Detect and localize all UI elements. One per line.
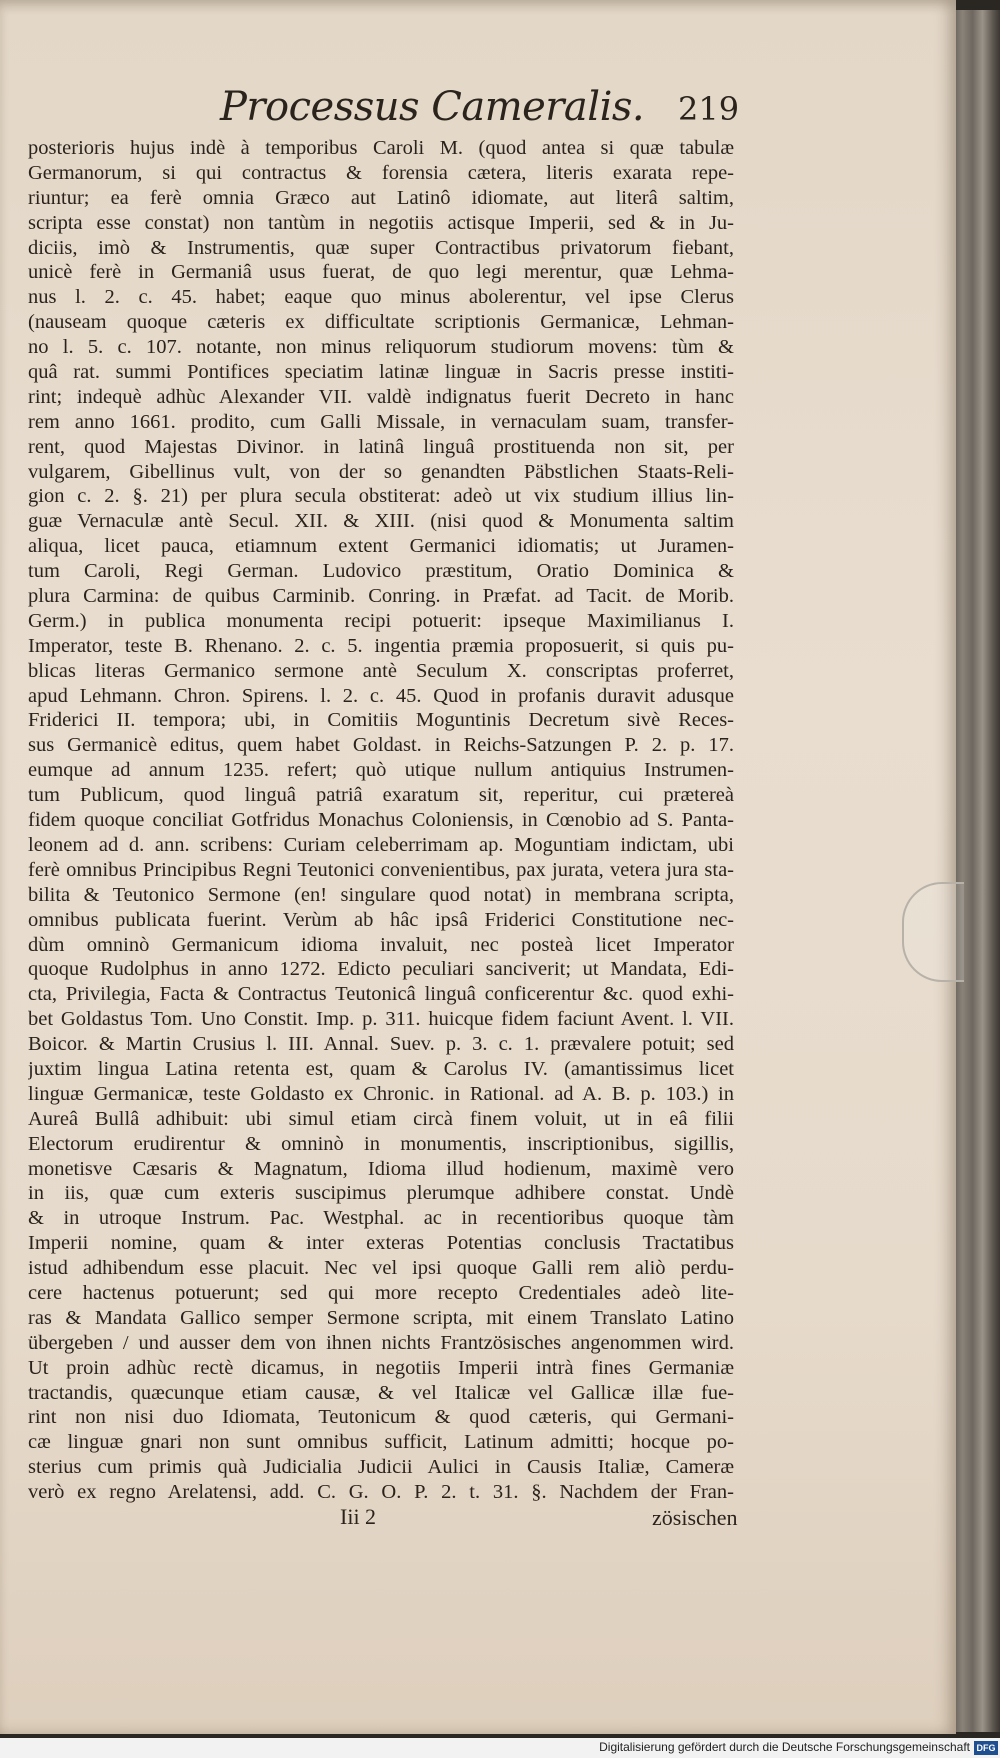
text-line: Aureâ Bullâ adhibuit: ubi simul etiam circà finem voluit, ut in eâ filii (28, 1107, 734, 1130)
text-line: omnibus publicata fuerint. Verùm ab hâc ipsâ Friderici Constitutione nec- (28, 908, 734, 931)
text-line: riuntur; ea ferè omnia Græco aut Latinô idiomate, aut literâ saltim, (28, 186, 734, 209)
page-header (0, 84, 956, 144)
text-line: rem anno 1661. prodito, cum Galli Missale, in vernaculam suam, transfer- (28, 410, 734, 433)
text-line: scripta esse constat) non tantùm in negotiis actisque Imperii, sed & in Ju- (28, 211, 734, 234)
text-line: Friderici II. tempora; ubi, in Comitiis Moguntinis Decretum sivè Reces- (28, 709, 734, 732)
page-number: 219 (678, 90, 740, 128)
text-line: guæ Vernaculæ antè Secul. XII. & XIII. (nisi quod & Monumenta saltim (28, 510, 734, 533)
text-line: cæ linguæ gnari non sunt omnibus sufficit, Latinum admitti; hocque po- (28, 1431, 734, 1454)
text-line: rent, quod Majestas Divinor. in latinâ linguâ prostituenda non sit, per (28, 435, 734, 458)
text-line: vulgarem, Gibellinus vult, von der so genandten Päbstlichen Staats-Reli- (28, 460, 734, 483)
text-line: apud Lehmann. Chron. Spirens. l. 2. c. 45. Quod in profanis duravit adusque (28, 684, 734, 707)
text-line: aliqua, licet pauca, etiamnum extent Germanici idiomatis; ut Juramen- (28, 535, 734, 558)
text-line: cta, Privilegia, Facta & Contractus Teutonicâ linguâ conficerentur &c. quod exhi- (28, 983, 734, 1006)
text-line: Germanorum, si qui contractus & forensia cætera, literis exarata repe- (28, 161, 734, 184)
book-page-edge (950, 10, 1000, 1732)
footer-credit: Digitalisierung gefördert durch die Deutsche Forschungsgemeinschaft (599, 1740, 970, 1754)
text-line: & in utroque Instrum. Pac. Westphal. ac in recentioribus quoque tàm (28, 1207, 734, 1230)
text-line: übergeben / und ausser dem von ihnen nichts Frantzösisches angenommen wird. (28, 1331, 734, 1354)
catchword: zösischen (652, 1505, 738, 1530)
text-line: verò ex regno Arelatensi, add. C. G. O. P. 2. t. 31. §. Nachdem der Fran- (28, 1481, 734, 1504)
text-line: Germ.) in publica monumenta recipi potuerit: ipseque Maximilianus I. (28, 609, 734, 632)
text-line: leonem ad d. ann. scribens: Curiam celeberrimam ap. Moguntiam indictam, ubi (28, 833, 734, 856)
text-line: Imperator, teste B. Rhenano. 2. c. 5. ingentia præmia proposuerit, si quis pu- (28, 634, 734, 657)
text-line: quâ rat. summi Pontifices speciatim latinæ linguæ in Sacris presse institi- (28, 361, 734, 384)
text-line: istud adhibendum esse placuit. Nec vel ipsi quoque Galli rem aliò perdu- (28, 1257, 734, 1280)
text-line: dùm omninò Germanicum idioma invaluit, nec posteà licet Imperator (28, 933, 734, 956)
dfg-logo-icon: DFG (974, 1741, 998, 1755)
page-clip (902, 882, 964, 982)
text-line: monetisve Cæsaris & Magnatum, Idioma illud hodienum, maximè vero (28, 1157, 734, 1180)
text-line: posterioris hujus indè à temporibus Caroli M. (quod antea si quæ tabulæ (28, 137, 734, 159)
text-line: in iis, quæ cum exteris suscipimus plerumque adhibere constat. Undè (28, 1182, 734, 1205)
text-line: Boicor. & Martin Crusius l. III. Annal. Suev. p. 3. c. 1. prævalere potuit; sed (28, 1033, 734, 1056)
text-line: plura Carmina: de quibus Carminib. Conring. in Præfat. ad Tacit. de Morib. (28, 585, 734, 608)
running-title: Processus Cameralis. (220, 84, 645, 130)
text-line: gion c. 2. §. 21) per plura secula obstiterat: adeò ut vix studium illius lin- (28, 485, 734, 508)
text-line: juxtim lingua Latina retenta est, quam & Carolus IV. (amantissimus licet (28, 1057, 734, 1080)
text-line: bet Goldastus Tom. Uno Constit. Imp. p. 311. huicque fidem faciunt Avent. l. VII. (28, 1008, 734, 1031)
text-line: ferè omnibus Principibus Regni Teutonici convenientibus, pax jurata, vetera jura sta- (28, 858, 734, 881)
footer-bar (0, 1738, 1000, 1758)
text-line: fidem quoque conciliat Gotfridus Monachus Coloniensis, in Cœnobio ad S. Panta- (28, 809, 734, 832)
text-line: unicè ferè in Germaniâ usus fuerat, de quo legi merentur, quæ Lehma- (28, 261, 734, 284)
text-line: quoque Rudolphus in anno 1272. Edicto peculiari sanciverit; ut Mandata, Edi- (28, 958, 734, 981)
signature-mark: Iii 2 (340, 1504, 377, 1529)
text-line: Ut proin adhùc rectè dicamus, in negotiis Imperii intrà fines Germaniæ (28, 1356, 734, 1379)
text-line: bilita & Teutonico Sermone (en! singulare quod notat) in membrana scripta, (28, 883, 734, 906)
text-line: eumque ad annum 1235. refert; quò utique nullum antiquius Instrumen- (28, 759, 734, 782)
text-line: linguæ Germanicæ, teste Goldasto ex Chronic. in Rational. ad A. B. p. 103.) in (28, 1082, 734, 1105)
text-line: sterius cum primis quà Judicialia Judicii Aulici in Causis Italiæ, Cameræ (28, 1456, 734, 1479)
text-line: nus l. 2. c. 45. habet; eaque quo minus abolerentur, vel ipse Clerus (28, 286, 734, 309)
text-line: no l. 5. c. 107. notante, non minus reliquorum studiorum movens: tùm & (28, 336, 734, 359)
text-line: diciis, imò & Instrumentis, quæ super Contractibus privatorum fiebant, (28, 236, 734, 259)
text-line: sus Germanicè editus, quem habet Goldast. in Reichs-Satzungen P. 2. p. 17. (28, 734, 734, 757)
text-line: tractandis, quæcunque etiam causæ, & vel Italicæ vel Gallicæ illæ fue- (28, 1381, 734, 1404)
text-line: ras & Mandata Gallico semper Sermone scripta, mit einem Translato Latino (28, 1306, 734, 1329)
text-line: Electorum erudirentur & omninò in monumentis, inscriptionibus, sigillis, (28, 1132, 734, 1155)
text-line: rint non nisi duo Idiomata, Teutonicum & quod cæteris, qui Germani- (28, 1406, 734, 1429)
text-line: (nauseam quoque cæteris ex difficultate scriptionis Germanicæ, Lehman- (28, 311, 734, 334)
text-line: Imperii nomine, quam & inter exteras Potentias conclusis Tractatibus (28, 1232, 734, 1255)
text-line: tum Caroli, Regi German. Ludovico præstitum, Oratio Dominica & (28, 560, 734, 583)
text-line: rint; indequè adhùc Alexander VII. valdè indignatus fuerit Decreto in hanc (28, 385, 734, 408)
text-line: cere hactenus potuerunt; sed qui more recepto Credentiales adeò lite- (28, 1281, 734, 1304)
text-line: tum Publicum, quod linguâ patriâ exaratum sit, reperitur, cui prætereà (28, 784, 734, 807)
text-line: blicas literas Germanico sermone antè Seculum X. conscriptas proferret, (28, 659, 734, 682)
body-text (28, 136, 734, 1576)
